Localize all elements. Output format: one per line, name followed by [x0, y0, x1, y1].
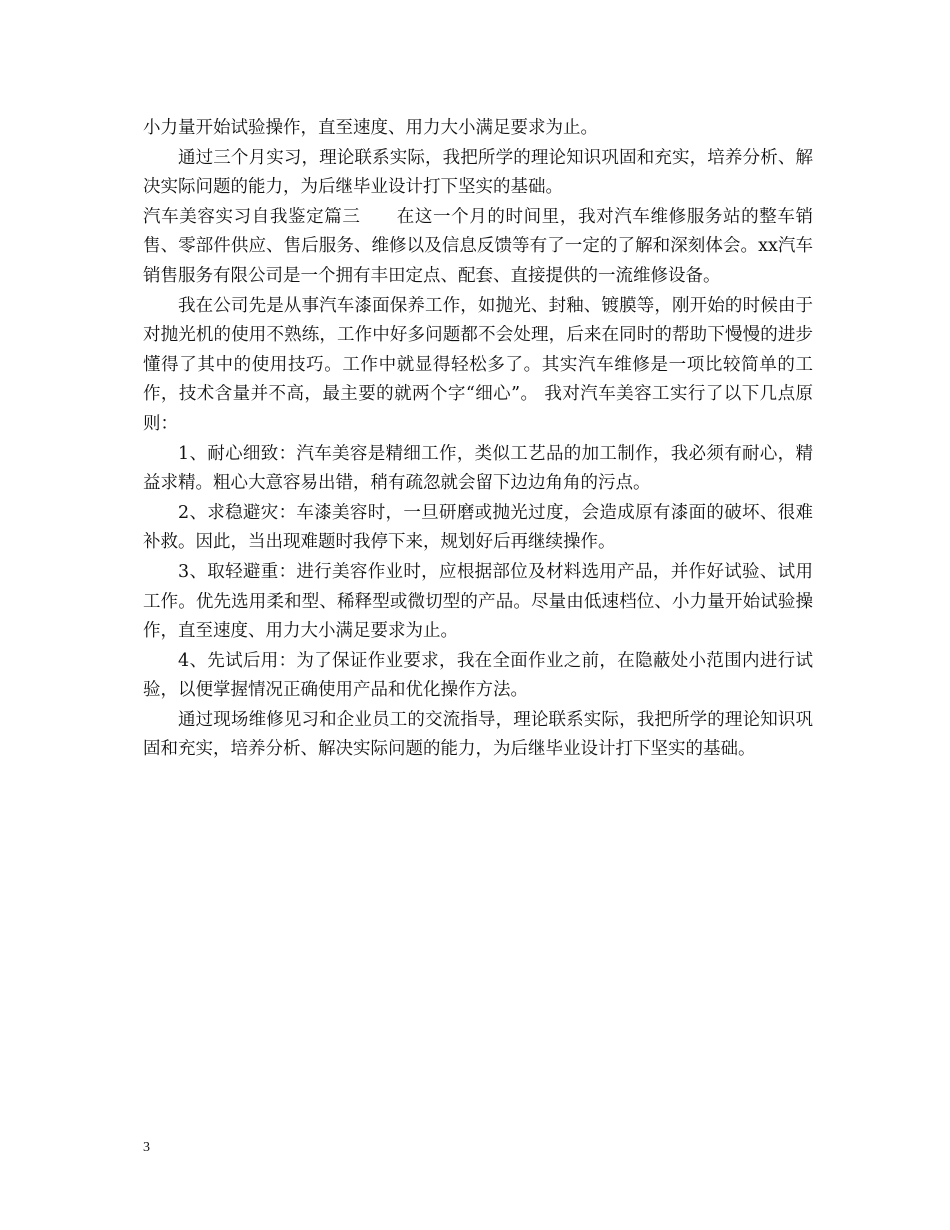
paragraph-3-section-heading: 汽车美容实习自我鉴定篇三 在这一个月的时间里，我对汽车维修服务站的整车销售、零部件供应、售后服务、维修以及信息反馈等有了一定的了解和深刻体会。xx汽车销售服务有限公司是一个拥有丰田定点、配套、直接提供的一流维修设备。: [143, 206, 813, 286]
paragraph-5-principle-1: 1、耐心细致：汽车美容是精细工作，类似工艺品的加工制作，我必须有耐心，精益求精。粗心大意容易出错，稍有疏忽就会留下边边角角的污点。: [143, 443, 813, 494]
paragraph-9-conclusion: 通过现场维修见习和企业员工的交流指导，理论联系实际，我把所学的理论知识巩固和充实，培养分析、解决实际问题的能力，为后继毕业设计打下坚实的基础。: [143, 709, 813, 760]
paragraph-7-principle-3: 3、取轻避重：进行美容作业时，应根据部位及材料选用产品，并作好试验、试用工作。优先选用柔和型、稀释型或微切型的产品。尽量由低速档位、小力量开始试验操作，直至速度、用力大小满足要求为止。: [143, 561, 813, 642]
paragraph-2: 通过三个月实习，理论联系实际，我把所学的理论知识巩固和充实，培养分析、解决实际问题的能力，为后继毕业设计打下坚实的基础。: [143, 147, 813, 198]
paragraph-6-principle-2: 2、求稳避灾：车漆美容时，一旦研磨或抛光过度，会造成原有漆面的破坏、很难补救。因此，当出现难题时我停下来，规划好后再继续操作。: [143, 502, 813, 553]
paragraph-4: 我在公司先是从事汽车漆面保养工作，如抛光、封釉、镀膜等，刚开始的时候由于对抛光机的使用不熟练，工作中好多问题都不会处理，后来在同时的帮助下慢慢的进步懂得了其中的使用技巧。工作中就显得轻松多了。其实汽车维修是一项比较简单的工作，技术含量并不高，最主要的就两个字“细心”。 我对汽车美容工实行了以下几点原则：: [143, 295, 813, 434]
paragraph-1: 小力量开始试验操作，直至速度、用力大小满足要求为止。: [143, 118, 598, 138]
page-number: 3: [143, 1140, 150, 1155]
paragraph-8-principle-4: 4、先试后用：为了保证作业要求，我在全面作业之前，在隐蔽处小范围内进行试验，以便掌握情况正确使用产品和优化操作方法。: [143, 650, 813, 701]
document-body: [143, 114, 813, 765]
